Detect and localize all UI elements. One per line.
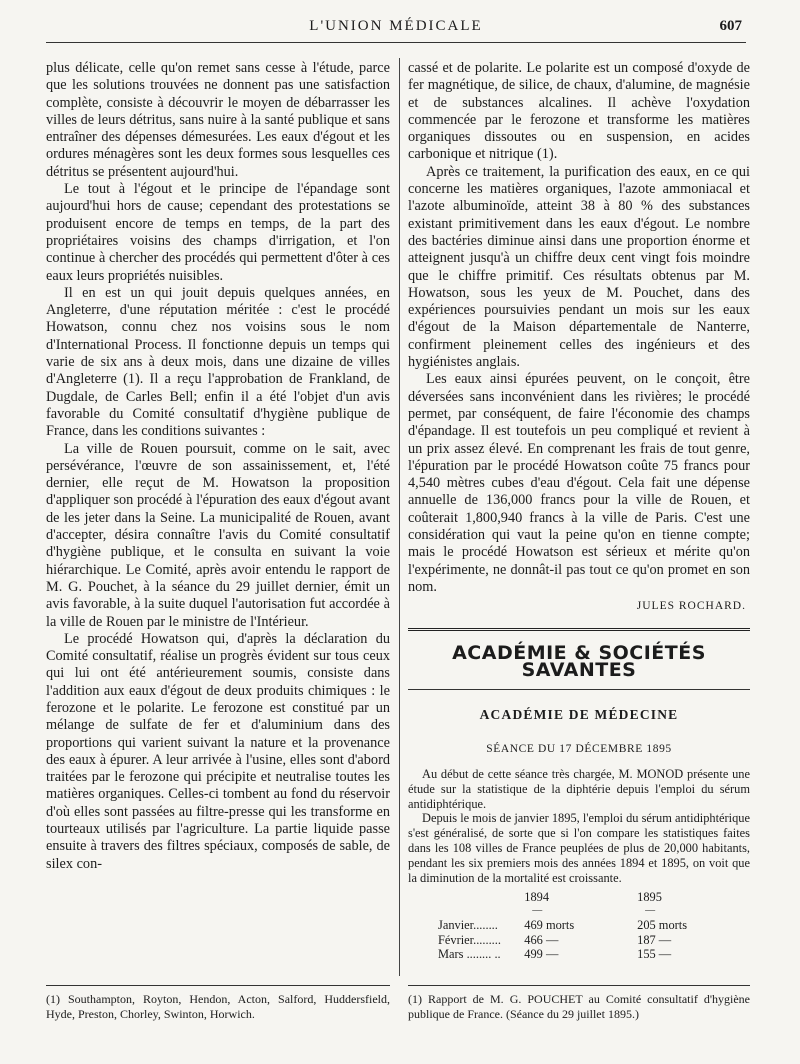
value-cell: 466 — <box>524 932 559 947</box>
paragraph: plus délicate, celle qu'on remet sans cesse à l'étude, parce que les solutions trouvées ne donnent pas une satisfaction complète, consiste à découvrir le moyen de débarrasser les villes de leurs détritus, sans nuire à la santé publique et sans entraîner des dépenses démesurées. Les eaux d'égout et les ordures ménagères sont les deux formes sous lesquelles ces détritus se présentent aujourd'hui. <box>46 60 390 180</box>
author-signature: JULES ROCHARD. <box>636 600 746 613</box>
section-title: ACADÉMIE & SOCIÉTÉS SAVANTES <box>452 641 706 681</box>
section-subtitle: ACADÉMIE DE MÉDECINE <box>479 707 679 723</box>
paragraph: Depuis le mois de janvier 1895, l'emploi du sérum antidiphtérique s'est généralisé, de sorte que si l'on compare les statistiques faites dans les 108 villes de France peuplées de plus de 20,000 habitants, pendant les six premiers mois des années 1894 et 1895, on voit que la diminution de la mortalité est croissante. <box>408 811 750 886</box>
column-separator <box>399 58 400 976</box>
seance-date: SÉANCE DU 17 DÉCEMBRE 1895 <box>486 743 672 756</box>
academy-report <box>408 767 750 961</box>
table-header-row <box>408 890 750 904</box>
value-cell: 187 — <box>637 932 672 947</box>
running-header <box>46 16 746 38</box>
dash: — <box>645 905 656 917</box>
table-row <box>408 918 750 932</box>
left-column <box>46 60 390 873</box>
header-rule <box>46 42 746 43</box>
mortality-table <box>408 890 750 961</box>
table-row <box>408 947 750 961</box>
footnote-rule <box>46 985 390 986</box>
footnote-rule <box>408 985 750 986</box>
paragraph: cassé et de polarite. Le polarite est un composé d'oxyde de fer magnétique, de silice, de chaux, d'alumine, de magnésie et de substances alcalines. Il achève l'oxydation commencée par le ferozone et transforme les matières organiques dissoutes ou en suspension, en acides carbonique et nitrique (1). <box>408 60 750 163</box>
paragraph: Après ce traitement, la purification des eaux, en ce qui concerne les matières organiques, l'azote ammoniacal et l'azote albuminoïde, atteint 38 à 80 % des substances existant primitivement dans les eaux d'égout. Le nombre des bactéries diminue ainsi dans une proportion énorme et atteignent jusqu'à un chiffre deux cent vingt fois moindre que le chiffre primitif. Ces résultats obtenus par M. Howatson, sous les yeux de M. Pouchet, dans des expériences poursuivies pendant un mois sur les eaux d'égout de la Maison départementale de Nanterre, confirment pleinement celles des ingénieurs et des hygiénistes anglais. <box>408 163 750 371</box>
footnote-right: (1) Rapport de M. G. POUCHET au Comité consultatif d'hygiène publique de France. (Séance du 29 juillet 1895.) <box>408 992 750 1021</box>
footnote-left: (1) Southampton, Royton, Hendon, Acton, Salford, Huddersfield, Hyde, Preston, Chorley, Swinton, Horwich. <box>46 992 390 1021</box>
section-double-rule <box>408 628 750 631</box>
paragraph: Le procédé Howatson qui, d'après la déclaration du Comité consultatif, réalise un progrès évident sur tous ceux qui lui ont été antérieurement soumis, consiste dans l'addition aux eaux d'égout de deux produits chimiques : le ferozone et le polarite. Le ferozone est constitué par un mélange de sulfate de fer et d'aluminium dans des proportions qui varient suivant la nature et la provenance des eaux à épurer. A leur arrivée à l'usine, elles sont d'abord traitées par le ferozone qui précipite et neutralise toutes les matières organiques. Celles-ci tombent au fond du réservoir d'où elles sont passées au filtre-presse qui les transforme en tourteaux utilisés par l'agriculture. La partie liquide passe ensuite à travers des filtres spéciaux, composés de sable, de silex con- <box>46 630 390 872</box>
dash: — <box>532 905 543 917</box>
month-cell: Février......... <box>438 932 501 947</box>
value-cell: 155 — <box>637 946 672 961</box>
page-number: 607 <box>719 18 742 34</box>
value-cell: 469 morts <box>524 918 575 933</box>
table-row <box>408 933 750 947</box>
value-cell: 499 — <box>524 946 559 961</box>
paragraph: Au début de cette séance très chargée, M. MONOD présente une étude sur la statistique de la diphtérie depuis l'emploi du sérum antidiphtérique. <box>408 766 750 811</box>
paragraph: La ville de Rouen poursuit, comme on le sait, avec persévérance, l'œuvre de son assainissement, et, l'été dernier, elle reçut de M. Howatson la proposition d'appliquer son procédé à l'épuration des eaux d'égout avant de les jeter dans la Seine. La municipalité de Rouen, avant d'accepter, désira connaître l'avis du Comité consultatif d'hygiène publique, et le consulta en suivant la voie hiérarchique. Le Comité, après avoir entendu le rapport de M. G. Pouchet, à la séance du 29 juillet dernier, émit un avis favorable, à la suite duquel l'autorisation fut accordée à la ville de Rouen par le ministre de l'Intérieur. <box>46 440 390 630</box>
paragraph: Les eaux ainsi épurées peuvent, on le conçoit, être déversées sans inconvénient dans les rivières; le procédé permet, par conséquent, de faire l'économie des champs d'épandage. Il est toutefois un peu compliqué et revient à un prix assez élevé. En comprenant les frais de tout genre, l'épuration par le procédé Howatson coûte 75 francs pour 4,540 mètres cubes d'eau d'égout. Cela fait une dépense annuelle de 136,000 francs pour la ville de Rouen, et coûterait 1,800,940 francs à la ville de Paris. C'est une considération qui vaut la peine qu'on en tienne compte; mais le procédé Howatson est sérieux et mérite qu'on l'expérimente, ne donnât-il pas tout ce qu'on promet en son nom. <box>408 371 750 595</box>
journal-title: L'UNION MÉDICALE <box>309 18 483 34</box>
year-header: 1895 <box>637 889 662 904</box>
paragraph: Il en est un qui jouit depuis quelques années, en Angleterre, d'une réputation méritée : c'est le procédé Howatson, connu chez nos voisins sous le nom d'International Process. Il fonctionne depuis un temps qui varie de six ans à deux mois, dans une dizaine de villes d'Angleterre (1). Il a reçu l'approbation de Frankland, de Dugdale, de Carles Bell; enfin il a été l'objet d'un avis favorable du Comité consultatif d'hygiène publique de France, dans les conditions suivantes : <box>46 284 390 440</box>
right-column <box>408 60 750 961</box>
table-dash-row <box>408 904 750 918</box>
section-rule <box>408 689 750 690</box>
paragraph: Le tout à l'égout et le principe de l'épandage sont aujourd'hui hors de cause; cependant des protestations se produisent encore de temps en temps, de la part des propriétaires voisins des champs d'irrigation, et l'on continue à chercher des procédés qui permettent d'ôter à ces eaux leurs propriétés nuisibles. <box>46 181 390 284</box>
value-cell: 205 morts <box>637 918 688 933</box>
month-cell: Mars ........ .. <box>438 946 501 961</box>
year-header: 1894 <box>524 889 550 904</box>
month-cell: Janvier........ <box>438 918 498 933</box>
